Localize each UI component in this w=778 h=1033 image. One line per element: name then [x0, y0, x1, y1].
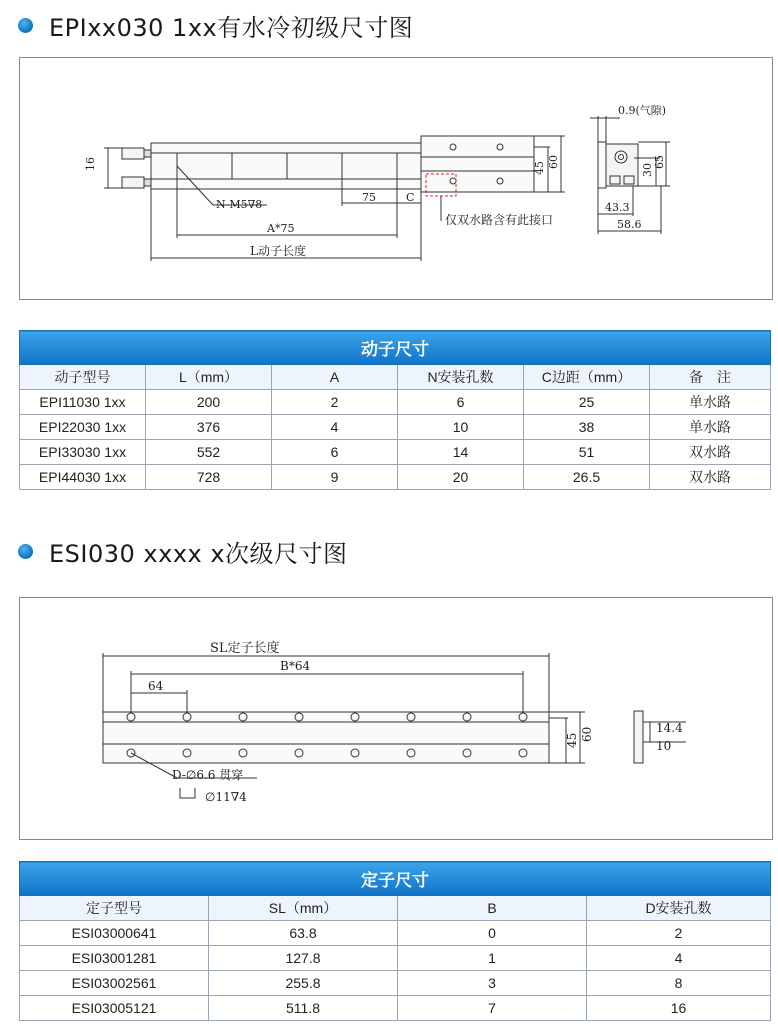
table-cell: ESI03005121: [20, 996, 209, 1021]
label-counterbore: ∅11∇4: [205, 790, 247, 804]
table-row: [20, 465, 771, 490]
dim-14-4: 14.4: [656, 721, 683, 735]
table1-col-c: C边距（mm）: [524, 365, 650, 390]
table-cell: 511.8: [209, 996, 398, 1021]
table-cell: 51: [524, 440, 650, 465]
table-cell: 1: [398, 946, 587, 971]
dim-75: 75: [362, 191, 376, 204]
table-cell: 7: [398, 996, 587, 1021]
table-cell: 26.5: [524, 465, 650, 490]
table-cell: 127.8: [209, 946, 398, 971]
table2-col-d: D安装孔数: [587, 896, 771, 921]
table-cell: 10: [398, 415, 524, 440]
bullet-icon: [18, 544, 33, 559]
table1-col-l: L（mm）: [146, 365, 272, 390]
secondary-drawing-svg: [20, 598, 772, 839]
table1-col-note: 备 注: [650, 365, 771, 390]
primary-drawing-svg: [20, 58, 772, 299]
table-cell: ESI03002561: [20, 971, 209, 996]
dim-16: 16: [84, 157, 97, 171]
label-port-note: 仅双水路含有此接口: [445, 213, 554, 227]
table-cell: 单水路: [650, 390, 771, 415]
table-cell: 552: [146, 440, 272, 465]
table-cell: EPI22030 1xx: [20, 415, 146, 440]
section-title-secondary: [18, 536, 348, 566]
table1-title: 动子尺寸: [20, 331, 771, 365]
mover-dimension-table: [19, 330, 771, 490]
table-cell: 376: [146, 415, 272, 440]
dim-64: 64: [148, 679, 164, 693]
bullet-icon: [18, 18, 33, 33]
table-cell: 双水路: [650, 465, 771, 490]
table-cell: 9: [272, 465, 398, 490]
table-cell: 25: [524, 390, 650, 415]
table-cell: 20: [398, 465, 524, 490]
dim-air-gap: 0.9(气隙): [618, 104, 667, 117]
label-a75: A*75: [267, 222, 295, 235]
table-row: [20, 921, 771, 946]
section-title-primary: [18, 10, 413, 40]
table1-col-model: 动子型号: [20, 365, 146, 390]
table-cell: EPI33030 1xx: [20, 440, 146, 465]
label-n-m5: N-M5∇8: [216, 198, 263, 211]
dim-65: 65: [653, 155, 666, 169]
table-cell: 4: [587, 946, 771, 971]
table2-title: 定子尺寸: [20, 862, 771, 896]
section-title-secondary-text: ESI030 xxxx x次级尺寸图: [49, 539, 348, 568]
dim-60: 60: [580, 726, 594, 742]
dim-43-3: 43.3: [605, 201, 630, 214]
table-cell: ESI03001281: [20, 946, 209, 971]
secondary-dimension-drawing: [19, 597, 773, 840]
table-cell: 0: [398, 921, 587, 946]
table1-col-a: A: [272, 365, 398, 390]
table-row: [20, 946, 771, 971]
dim-45: 45: [533, 161, 546, 175]
table-cell: 3: [398, 971, 587, 996]
table-cell: ESI03000641: [20, 921, 209, 946]
table-row: [20, 440, 771, 465]
dim-30: 30: [641, 163, 654, 177]
dim-10: 10: [656, 739, 672, 753]
table-cell: EPI44030 1xx: [20, 465, 146, 490]
table2-col-b: B: [398, 896, 587, 921]
table-cell: 63.8: [209, 921, 398, 946]
dim-58-6: 58.6: [617, 218, 642, 231]
table2-col-model: 定子型号: [20, 896, 209, 921]
table-cell: 16: [587, 996, 771, 1021]
table-cell: 255.8: [209, 971, 398, 996]
label-sl-length: SL定子长度: [210, 641, 280, 656]
table-cell: 14: [398, 440, 524, 465]
dim-60: 60: [547, 155, 560, 169]
table-cell: 38: [524, 415, 650, 440]
dim-c: C: [406, 191, 415, 204]
section-title-primary-text: EPIxx030 1xx有水冷初级尺寸图: [49, 13, 414, 42]
dim-45: 45: [565, 732, 579, 748]
table1-col-n: N安装孔数: [398, 365, 524, 390]
table-row: [20, 996, 771, 1021]
table2-header-row: [20, 896, 771, 921]
stator-dimension-table: [19, 861, 771, 1021]
table-cell: 单水路: [650, 415, 771, 440]
table-cell: 4: [272, 415, 398, 440]
label-d-holes: D-∅6.6 贯穿: [172, 768, 244, 782]
table-cell: 6: [398, 390, 524, 415]
primary-dimension-drawing: [19, 57, 773, 300]
table-cell: 双水路: [650, 440, 771, 465]
table-cell: 200: [146, 390, 272, 415]
table-cell: 8: [587, 971, 771, 996]
label-l-length: L动子长度: [250, 244, 306, 258]
label-b64: B*64: [280, 659, 311, 673]
table-cell: EPI11030 1xx: [20, 390, 146, 415]
table-cell: 6: [272, 440, 398, 465]
table-row: [20, 390, 771, 415]
table-cell: 728: [146, 465, 272, 490]
table-row: [20, 415, 771, 440]
table-cell: 2: [587, 921, 771, 946]
table2-col-sl: SL（mm）: [209, 896, 398, 921]
table-row: [20, 971, 771, 996]
table-cell: 2: [272, 390, 398, 415]
table1-header-row: [20, 365, 771, 390]
